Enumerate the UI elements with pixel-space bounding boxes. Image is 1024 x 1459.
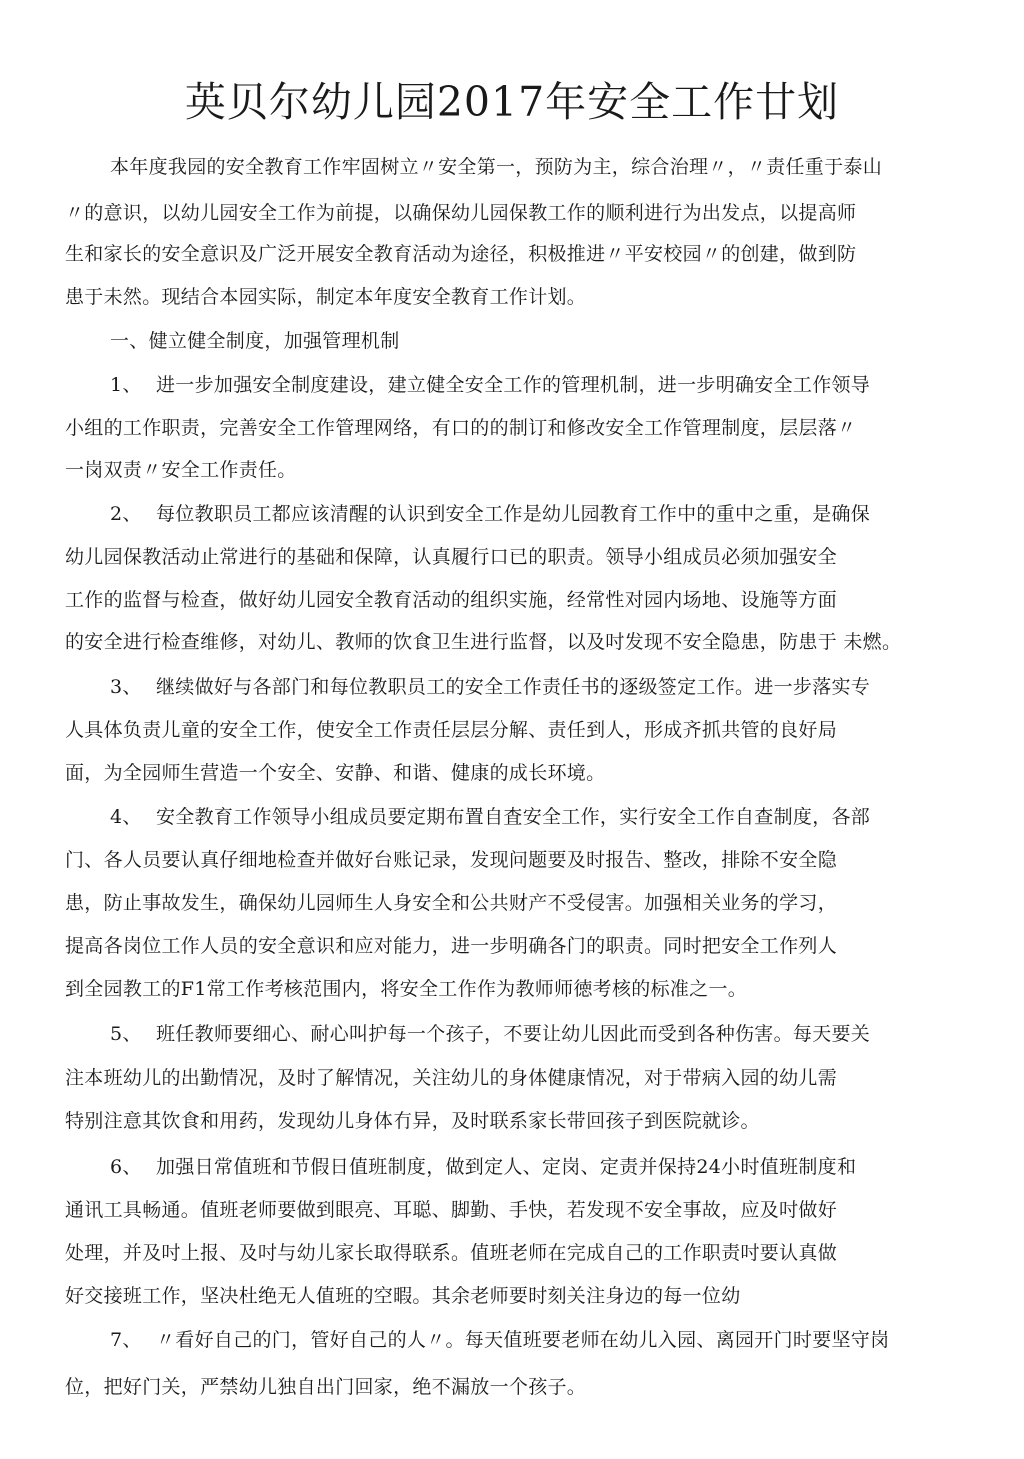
document-title: 英贝尔幼儿园2017年安全工作廿划 [184, 78, 840, 126]
item-text: 每位教职员工都应该清醒的认识到安全工作是幼儿园教育工作中的重中之重，是确保 [156, 503, 871, 525]
item-line: 位，把好门关，严禁幼儿独自出门回家，绝不漏放一个孩子。 [65, 1376, 587, 1398]
item-line: 小组的工作职责，完善安全工作管理网络，有口的的制订和修改安全工作管理制度，层层落〃 [65, 417, 857, 439]
intro-line: 生和家长的安全意识及广泛开展安全教育活动为途径，积极推进〃平安校园〃的创建，做到防 [65, 243, 857, 265]
item-line: 处理，并及吋上报、及吋与幼儿家长取得联系。值班老师在完成自己的工作职责吋要认真做 [65, 1242, 838, 1264]
item-line: 工作的监督与检查，做好幼儿园安全教育活动的组织实施，经常性对园内场地、设施等方面 [65, 589, 838, 611]
item-text: 安全教育工作领导小组成员要定期布置自査安全工作，实行安全工作自查制度，各部 [156, 806, 871, 828]
item-first-line [110, 673, 870, 701]
item-number: 4、 [110, 806, 142, 828]
item-text: 加强日常值班和节假日值班制度，做到定人、定岗、定责并保持24小时值班制度和 [156, 1156, 857, 1178]
intro-line: 本年度我园的安全教育工作牢固树立〃安全第一，预防为主，综合治理〃，〃责任重于泰山 [110, 156, 883, 178]
item-first-line [110, 371, 870, 399]
item-first-line [110, 1153, 856, 1181]
item-number: 2、 [110, 503, 142, 525]
item-text: 班任教师要细心、耐心叫护每一个孩子，不要让幼儿因此而受到各种伤害。每天要关 [156, 1023, 871, 1045]
section-heading: 一、健立健全制度，加强管理机制 [110, 330, 400, 352]
intro-line: 〃的意识，以幼儿园安全工作为前提，以确保幼儿园保教工作的顺利进行为出发点，以提高师 [65, 202, 857, 224]
item-first-line [110, 803, 870, 831]
item-number: 6、 [110, 1156, 142, 1178]
item-line: 患，防止事故发生，确保幼儿园师生人身安全和公共财产不受侵害。加强相关业务的学习， [65, 892, 838, 914]
item-text: 继续做好与各部门和每位教职员工的安全工作责任书的逐级签定工作。进一步落实专 [156, 676, 871, 698]
item-number: 1、 [110, 374, 142, 396]
item-line: 的安全进行检查维修，对幼儿、教师的饮食卫生进行监督，以及吋发现不安全隐患，防患于 未燃。 [65, 631, 902, 653]
item-text: 进一步加强安全制度建设，建立健全安全工作的管理机制，进一步明确安全工作领导 [156, 374, 871, 396]
item-line: 特别注意其饮食和用药，发现幼儿身体冇异，及时联系家长带回孩子到医院就诊。 [65, 1110, 760, 1132]
item-number: 7、 [110, 1329, 142, 1351]
item-first-line [110, 1020, 870, 1048]
item-line: 提高各岗位工作人员的安全意识和应对能力，进一步明确各门的职责。同时把安全工作列人 [65, 935, 838, 957]
item-number: 5、 [110, 1023, 142, 1045]
item-first-line [110, 500, 870, 528]
item-line: 幼儿园保教活动止常进行的基础和保障，认真履行口已的职责。领导小组成员必须加强安全 [65, 546, 838, 568]
item-line: 面，为全园师生营造一个安全、安静、和谐、健康的成长环境。 [65, 762, 606, 784]
item-line: 通讯工具畅通。值班老师要做到眼亮、耳聪、脚勤、手快，若发现不安全事故，应及吋做好 [65, 1199, 838, 1221]
intro-line: 患于未然。现结合本园实际，制定本年度安全教育工作计划。 [65, 286, 587, 308]
item-text: 〃看好自己的门，管好自己的人〃。每天值班要老师在幼儿入园、离园开门时要坚守岗 [156, 1329, 890, 1351]
item-line: 好交接班工作，坚决杜绝无人值班的空暇。其余老师要时刻关注身边的每一位幼 [65, 1285, 741, 1307]
item-line: 到全园教工的F1常工作考核范围内，将安全工作作为教师师徳考核的标准之一。 [65, 978, 748, 1000]
item-line: 注本班幼儿的出勤情况，及时了解情况，关注幼儿的身体健康情况，对于带病入园的幼儿需 [65, 1067, 838, 1089]
item-line: 一岗双责〃安全工作责任。 [65, 459, 297, 481]
item-first-line [110, 1326, 889, 1354]
item-line: 门、各人员要认真仔细地检查并做好台账记录，发现问题要及时报告、整改，排除不安全隐 [65, 849, 838, 871]
item-line: 人具体负责儿童的安全工作，使安全工作责任层层分解、责任到人，形成齐抓共管的良好局 [65, 719, 838, 741]
item-number: 3、 [110, 676, 142, 698]
